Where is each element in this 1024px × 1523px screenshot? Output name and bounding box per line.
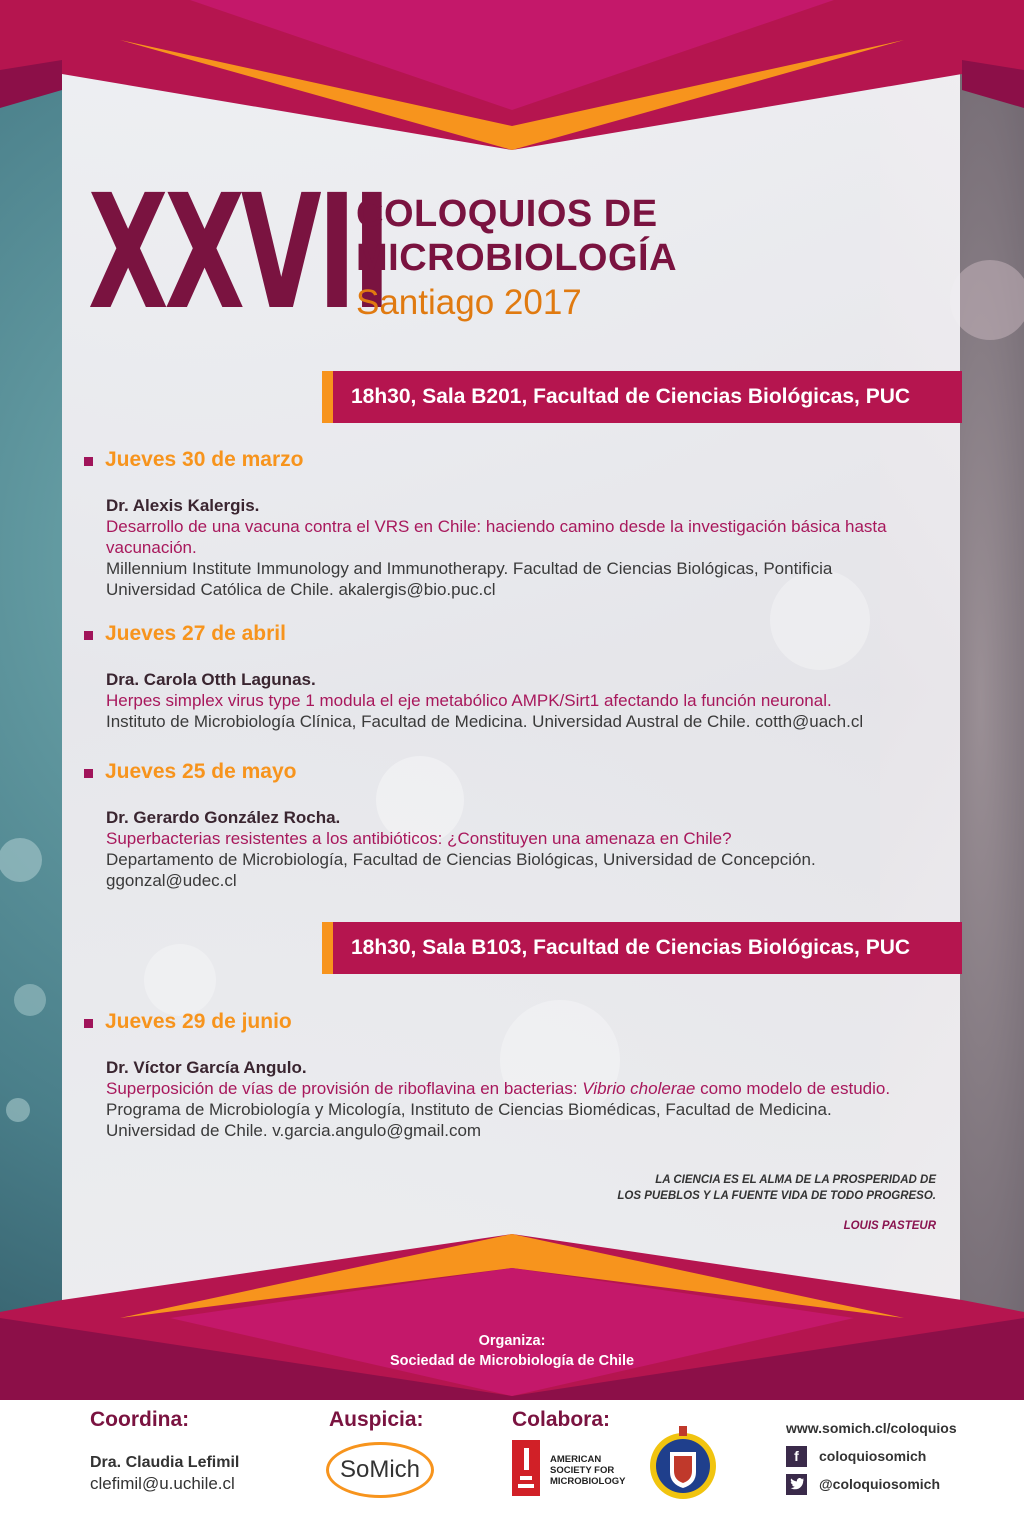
title-line-1: COLOQUIOS DE: [356, 193, 658, 235]
bullet-icon: [84, 457, 93, 466]
talk-title: Herpes simplex virus type 1 modula el eje metabólico AMPK/Sirt1 afectando la función neuronal.: [106, 691, 832, 710]
twitter-icon: [786, 1474, 807, 1495]
event-subtitle: Santiago 2017: [356, 283, 582, 322]
organizer: [312, 1331, 712, 1371]
speaker-affiliation: Instituto de Microbiología Clínica, Facultad de Medicina. Universidad Austral de Chile. cotth@uach.cl: [106, 712, 864, 731]
venue-bar-2: 18h30, Sala B103, Facultad de Ciencias Biológicas, PUC: [322, 922, 962, 974]
colabora-label: Colabora:: [512, 1408, 611, 1431]
somich-logo: SoMich: [326, 1442, 434, 1498]
speaker-name: Dr. Alexis Kalergis.: [106, 496, 260, 515]
bullet-icon: [84, 631, 93, 640]
venue-bar-1: 18h30, Sala B201, Facultad de Ciencias Biológicas, PUC: [322, 371, 962, 423]
session-date: Jueves 27 de abril: [84, 621, 914, 647]
speaker-name: Dr. Víctor García Angulo.: [106, 1058, 307, 1077]
session-3: [84, 759, 914, 891]
speaker-affiliation: Departamento de Microbiología, Facultad de Ciencias Biológicas, Universidad de Concepción. ggonzal@udec.cl: [106, 850, 816, 890]
session-date: Jueves 30 de marzo: [84, 447, 914, 473]
speaker-name: Dra. Carola Otth Lagunas.: [106, 670, 316, 689]
facebook-link[interactable]: f coloquiosomich: [786, 1445, 926, 1467]
session-1: [84, 447, 914, 600]
asm-logo: AMERICAN SOCIETY FOR MICROBIOLOGY: [512, 1440, 642, 1496]
talk-title: Superbacterias resistentes a los antibióticos: ¿Constituyen una amenaza en Chile?: [106, 829, 732, 848]
session-4: [84, 1009, 914, 1141]
organizer-label: Organiza:: [478, 1333, 546, 1349]
session-2: [84, 621, 914, 732]
coordina-label: Coordina:: [90, 1408, 190, 1431]
organizer-name: Sociedad de Microbiología de Chile: [389, 1353, 635, 1369]
bullet-icon: [84, 769, 93, 778]
quote-author: LOUIS PASTEUR: [843, 1220, 936, 1232]
talk-title: Desarrollo de una vacuna contra el VRS en Chile: haciendo camino desde la investigación básica hasta vacunación.: [106, 517, 887, 557]
edition-roman-numeral: XXVII: [88, 161, 388, 345]
talk-title: Superposición de vías de provisión de riboflavina en bacterias: Vibrio cholerae como modelo de estudio.: [106, 1079, 891, 1098]
microscope-icon: [512, 1440, 540, 1496]
bullet-icon: [84, 1019, 93, 1028]
facebook-icon: f: [786, 1446, 807, 1467]
speaker-name: Dr. Gerardo González Rocha.: [106, 808, 341, 827]
title-line-2: MICROBIOLOGÍA: [356, 237, 678, 279]
session-date: Jueves 25 de mayo: [84, 759, 914, 785]
pasteur-quote: LA CIENCIA ES EL ALMA DE LA PROSPERIDAD DE LOS PUEBLOS Y LA FUENTE VIDA DE TODO PROGRESO.: [617, 1174, 936, 1202]
coordinator-email[interactable]: clefimil@u.uchile.cl: [90, 1474, 235, 1493]
speaker-affiliation: Programa de Microbiología y Micología, Instituto de Ciencias Biomédicas, Facultad de Medicina. Universidad de Chile. v.garcia.angulo@gmail.com: [106, 1100, 832, 1140]
website-link[interactable]: www.somich.cl/coloquios: [786, 1420, 957, 1436]
session-date: Jueves 29 de junio: [84, 1009, 914, 1035]
auspicia-label: Auspicia:: [329, 1408, 424, 1431]
event-title: [356, 192, 677, 280]
speaker-affiliation: Millennium Institute Immunology and Immunotherapy. Facultad de Ciencias Biológicas, Pontificia Universidad Católica de Chile. akalergis@bio.puc.cl: [106, 559, 833, 599]
coordinator-name: Dra. Claudia Lefimil: [90, 1454, 240, 1471]
university-seal-icon: [648, 1424, 718, 1504]
twitter-link[interactable]: @coloquiosomich: [786, 1473, 940, 1495]
